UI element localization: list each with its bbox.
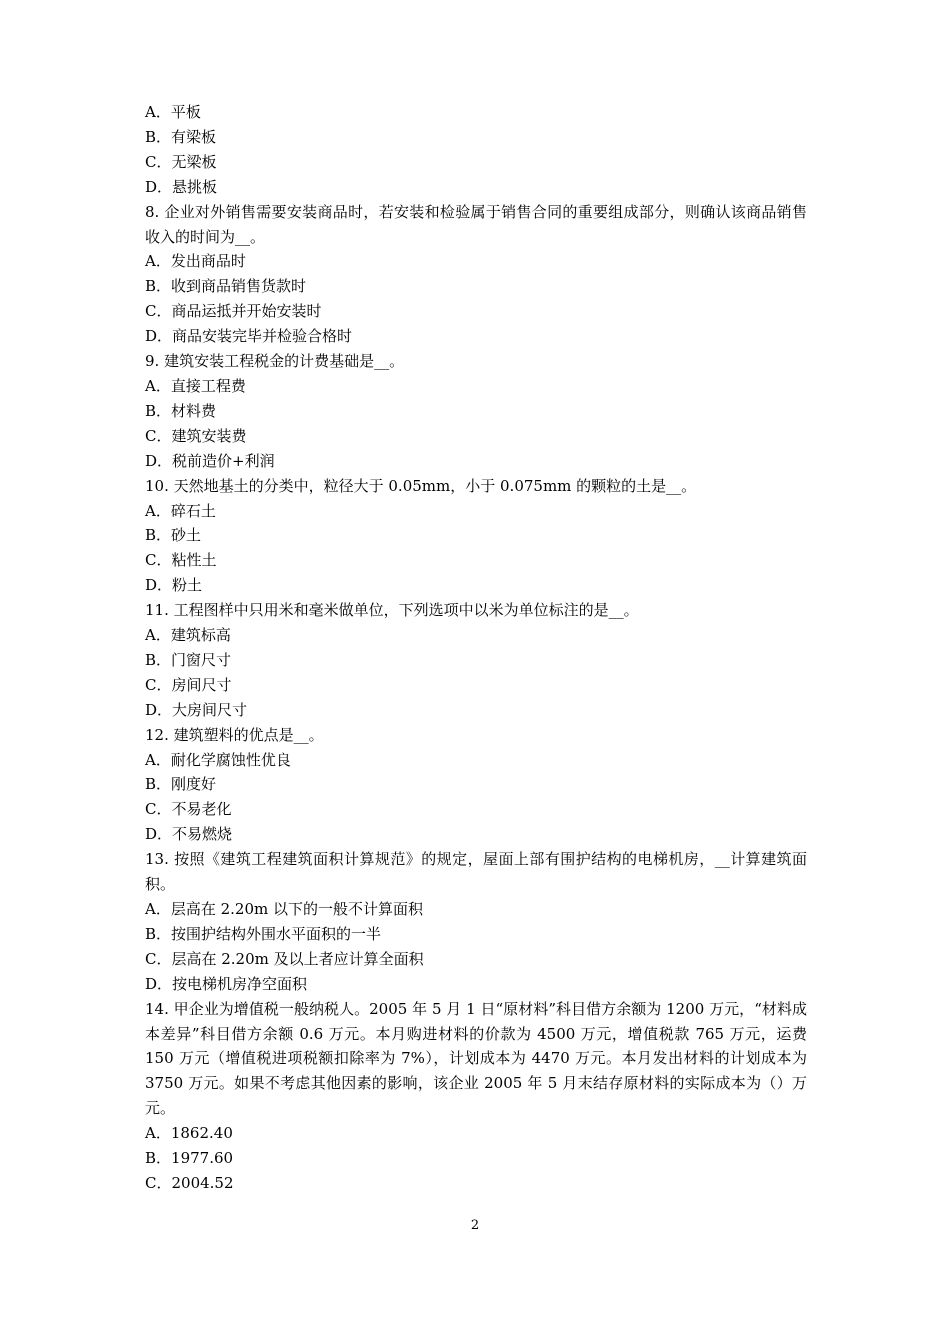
answer-option: D．商品安装完毕并检验合格时 — [145, 327, 353, 346]
answer-option: A．1862.40 — [145, 1124, 233, 1143]
answer-option: B．门窗尺寸 — [145, 650, 232, 669]
answer-option: B．刚度好 — [145, 775, 217, 794]
question-text: 9. 建筑安装工程税金的计费基础是__。 — [145, 352, 405, 371]
answer-option: C．无梁板 — [145, 152, 217, 171]
answer-option: D．税前造价+利润 — [145, 451, 275, 470]
answer-option: A．耐化学腐蚀性优良 — [145, 750, 291, 769]
answer-option: A．碎石土 — [145, 501, 216, 520]
answer-option: C．商品运抵并开始安装时 — [145, 302, 322, 321]
answer-option: A．层高在 2.20m 以下的一般不计算面积 — [145, 900, 423, 918]
answer-option: C．粘性土 — [145, 551, 217, 570]
page-number: 2 — [470, 1218, 480, 1233]
answer-option: C．建筑安装费 — [145, 426, 247, 445]
answer-option: D．粉土 — [145, 576, 203, 595]
answer-option: D．大房间尺寸 — [145, 700, 248, 719]
answer-option: D．悬挑板 — [145, 177, 218, 196]
answer-option: A．直接工程费 — [145, 376, 246, 395]
answer-option: C．2004.52 — [145, 1173, 234, 1192]
answer-option: C．房间尺寸 — [145, 675, 232, 694]
answer-option: A．建筑标高 — [145, 626, 231, 645]
answer-option: A．发出商品时 — [145, 252, 246, 271]
question-text: 11. 工程图样中只用米和毫米做单位，下列选项中以米为单位标注的是__。 — [145, 601, 639, 620]
answer-option: A．平板 — [145, 103, 201, 121]
answer-option: D．不易燃烧 — [145, 825, 233, 844]
answer-option: B．收到商品销售货款时 — [145, 277, 307, 296]
answer-option: C．层高在 2.20m 及以上者应计算全面积 — [145, 949, 424, 968]
answer-option: B．材料费 — [145, 401, 217, 420]
answer-option: C．不易老化 — [145, 800, 232, 819]
answer-option: B．砂土 — [145, 526, 202, 545]
answer-option: B．按围护结构外围水平面积的一半 — [145, 924, 382, 943]
answer-option: B．有梁板 — [145, 127, 217, 146]
question-list — [145, 100, 807, 1196]
question-text: 10. 天然地基土的分类中，粒径大于 0.05mm，小于 0.075mm 的颗粒的土是__。 — [145, 476, 697, 495]
question-text: 8. 企业对外销售需要安装商品时，若安装和检验属于销售合同的重要组成部分，则确认该商品销售收入的时间为__。 — [145, 202, 807, 246]
answer-option: D．按电梯机房净空面积 — [145, 974, 308, 993]
answer-option: B．1977.60 — [145, 1149, 234, 1168]
question-text: 13. 按照《建筑工程建筑面积计算规范》的规定，屋面上部有围护结构的电梯机房，__计算建筑面积。 — [145, 850, 807, 894]
question-text: 12. 建筑塑料的优点是__。 — [145, 725, 324, 744]
question-text: 14. 甲企业为增值税一般纳税人。2005 年 5 月 1 日“原材料”科目借方余额为 1200 万元，“材料成本差异”科目借方余额 0.6 万元。本月购进材料的价款为 4500 万元，增值税款 765 万元，运费 150 万元（增值税进项税额扣除率为 7%），计划成本为 4470 万元。本月发出材料的计划成本为 3750 万元。如果不考虑其他因素的影响，该企业 2005 年 5 月末结存原材料的实际成本为（）万元。 — [145, 999, 807, 1118]
